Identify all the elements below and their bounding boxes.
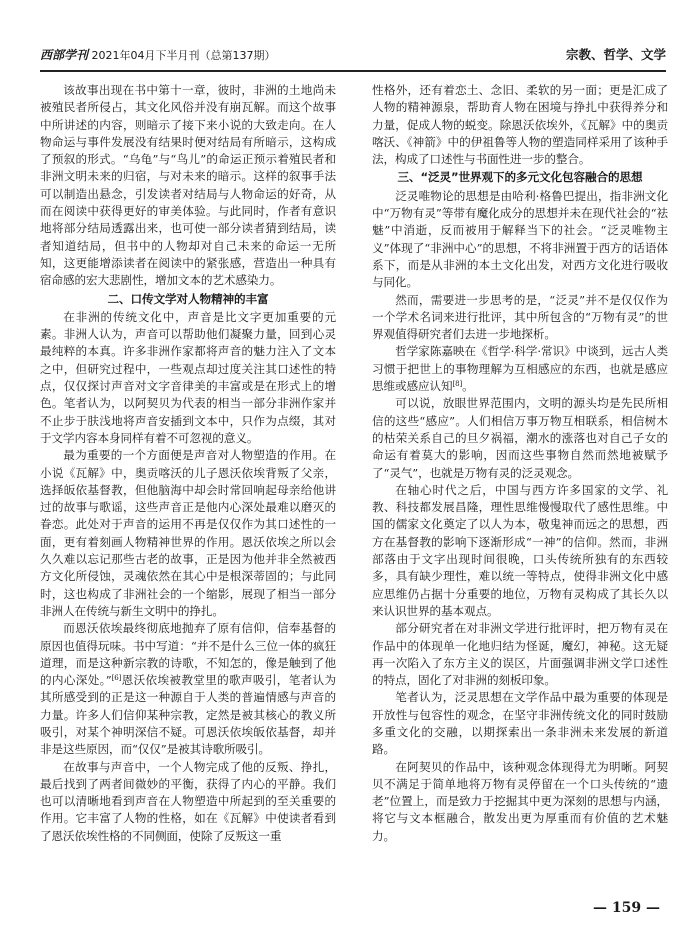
paragraph: 然而，需要进一步思考的是，“泛灵”并不是仅仅作为一个学术名词来进行批评，其中所包含的“万物有灵”的世界观值得研究者们去进一步地探析。: [372, 292, 668, 342]
paragraph: 笔者认为，泛灵思想在文学作品中最为重要的体现是开放性与包容性的观念，在坚守非洲传统文化的同时鼓励多重文化的交融，以期探索出一条非洲未来发展的新道路。: [372, 690, 668, 757]
paragraph-text: 哲学家陈嘉映在《哲学·科学·常识》中谈到，远古人类习惯于把世上的事物理解为互相感应的东西，也就是感应思维或感应认知: [372, 344, 668, 394]
citation: [8]: [452, 380, 463, 389]
paragraph: 在非洲的传统文化中，声音是比文字更加重要的元素。非洲人认为，声音可以帮助他们凝聚力量，回到心灵最纯粹的本真。许多非洲作家都将声音的魅力注入了文本之中，但研究过程中，一些观点却过度关注其口述性的特点，仅仅探讨声音对文字音律美的丰富或是在形式上的增色。笔者认为，以阿契贝为代表的相当一部分非洲作家并不止步于肤浅地将声音安插到文本中，只作为点缀，其对于文学内容本身同样有着不可忽视的意义。: [40, 309, 336, 445]
section-heading: 三、“泛灵”世界观下的多元文化包容融合的思想: [397, 170, 643, 185]
citation: [6]: [111, 674, 122, 683]
paragraph: 泛灵唯物论的思想是由哈利·格鲁巴提出，指非洲文化中“万物有灵”等带有魔化成分的思想并未在现代社会的“祛魅”中消逝，反而被用于解释当下的社会。“泛灵唯物主义”体现了“非洲中心”的思想，不将非洲置于西方的话语体系下，而是从非洲的本土文化出发，对西方文化进行吸收与同化。: [372, 188, 668, 290]
paragraph: [372, 343, 668, 395]
paragraph: 该故事出现在书中第十一章，彼时，非洲的土地尚未被殖民者所侵占，其文化风俗并没有崩瓦解。而这个故事中所讲述的内容，则暗示了接下来小说的大致走向。在人物命运与事件发展没有结果时便对结局有所暗示，这构成了预叙的形式。“乌龟”与“鸟儿”的命运正预示着殖民者和非洲文明未来的归宿，与对未来的暗示。这样的叙事手法可以制造出悬念，引发读者对结局与人物命运的好奇，从而在阅读中获得更好的审美体验。与此同时，作者有意识地将部分结局透露出来，也可使一部分读者猜到结局，读者知道结局，但书中的人物却对自己未来的命运一无所知，这更能增添读者在阅读中的紧张感，营造出一种具有宿命感的宏大悲剧性，增加文本的艺术感染力。: [40, 83, 336, 288]
section-title: 宗教、哲学、文学: [565, 47, 666, 62]
journal-name: 西部学刊: [40, 48, 89, 62]
journal-issue: 2021年04月下半月刊（总第137期）: [91, 49, 276, 62]
paragraph: [40, 620, 336, 758]
section-heading: 二、口传文学对人物精神的丰富: [107, 291, 269, 306]
paragraph-text: 而恩沃依埃最终彻底地抛弃了原有信仰，信奉基督的原因也值得玩味。书中写道：“并不是什么三位一体的疯狂道理，而是这种新宗教的诗歌，不知怎的，像是触到了他的内心深处。”: [40, 621, 336, 688]
paragraph: 性格外，还有着恋土、念旧、柔软的另一面；更是汇成了人物的精神源泉，帮助育人物在困境与挣扎中获得养分和力量，促成人物的蜕变。除恩沃依埃外，《瓦解》中的奥贡喀沃、《神箭》中的伊祖鲁等人物的塑造同样采用了该种手法，构成了口述性与书面性进一步的整合。: [372, 83, 668, 167]
paragraph: 在阿契贝的作品中，该种观念体现得尤为明晰。阿契贝不满足于简单地将万物有灵停留在一个口头传统的“遗老”位置上，而是致力于挖掘其中更为深刻的思想与内涵，将它与文本框融合，散发出更为厚重而有价值的艺术魅力。: [372, 759, 668, 843]
paragraph-text: 。: [462, 379, 474, 394]
left-column: [40, 82, 336, 845]
paragraph: 可以说，放眼世界范围内，文明的源头均是先民所相信的这些“感应”。人们相信万事万物互相联系，相信树木的枯荣关系自己的旦夕祸福，潮水的涨落也对自己子女的命运有着莫大的影响，因而这些事物自然而然地被赋予了“灵气”，也就是万物有灵的泛灵观念。: [372, 396, 668, 480]
right-column: [372, 82, 668, 845]
paragraph: 部分研究者在对非洲文学进行批评时，把万物有灵在作品中的体现单一化地归结为怪诞，魔幻，神秘。这无疑再一次陷入了东方主义的误区，片面强调非洲文学口述性的特点，固化了对非洲的刻板印象。: [372, 621, 668, 688]
page-number: — 159 —: [593, 900, 660, 916]
page-header: [40, 44, 666, 72]
paragraph: 在故事与声音中，一个人物完成了他的反叛、挣扎，最后找到了两者间微妙的平衡，获得了内心的平静。我们也可以清晰地看到声音在人物塑造中所起到的至关重要的作用。它丰富了人物的性格，如在《瓦解》中使读者看到了恩沃依埃性格的不同侧面，使除了反叛这一重: [40, 759, 336, 843]
paragraph: 在轴心时代之后，中国与西方许多国家的文学、礼教、科技都发展昌隆，理性思维慢慢取代了感性思维。中国的儒家文化奠定了以人为本，敬鬼神而远之的思想，西方在基督教的影响下逐渐形成“一神”的信仰。然而，非洲部落由于文字出现时间很晚，口头传统所独有的东西较多，具有缺少理性，难以统一等特点，使得非洲文化中感应思维仍占据十分重要的地位，万物有灵构成了其长久以来认识世界的基本观点。: [372, 482, 668, 618]
journal-info: [40, 46, 276, 63]
paragraph-text: 恩沃依埃被教堂里的歌声吸引，笔者认为其所感受到的正是这一种源自于人类的普遍情感与声音的力量。许多人们信仰某种宗教，定然是被其核心的教义所吸引，对某个神明深信不疑。可恩沃依埃皈依基督，却并非是这些原因，而“仅仅”是被其诗歌所吸引。: [40, 673, 337, 757]
paragraph: 最为重要的一个方面便是声音对人物塑造的作用。在小说《瓦解》中，奥贡喀沃的儿子恩沃依埃背叛了父亲，选择皈依基督教，但他脑海中却会时常回响起母亲给他讲过的故事与歌谣，这些声音正是他内心深处最难以磨灭的眷恋。此处对于声音的运用不再是仅仅作为其口述性的一面，更有着刻画人物精神世界的作用。恩沃依埃之所以会久久难以忘记那些古老的故事，正是因为他并非全然被西方文化所侵蚀，灵魂依然在其心中是根深蒂固的；与此同时，这也构成了非洲社会的一个缩影，展现了相当一部分非洲人在传统与新生文明中的挣扎。: [40, 448, 336, 618]
